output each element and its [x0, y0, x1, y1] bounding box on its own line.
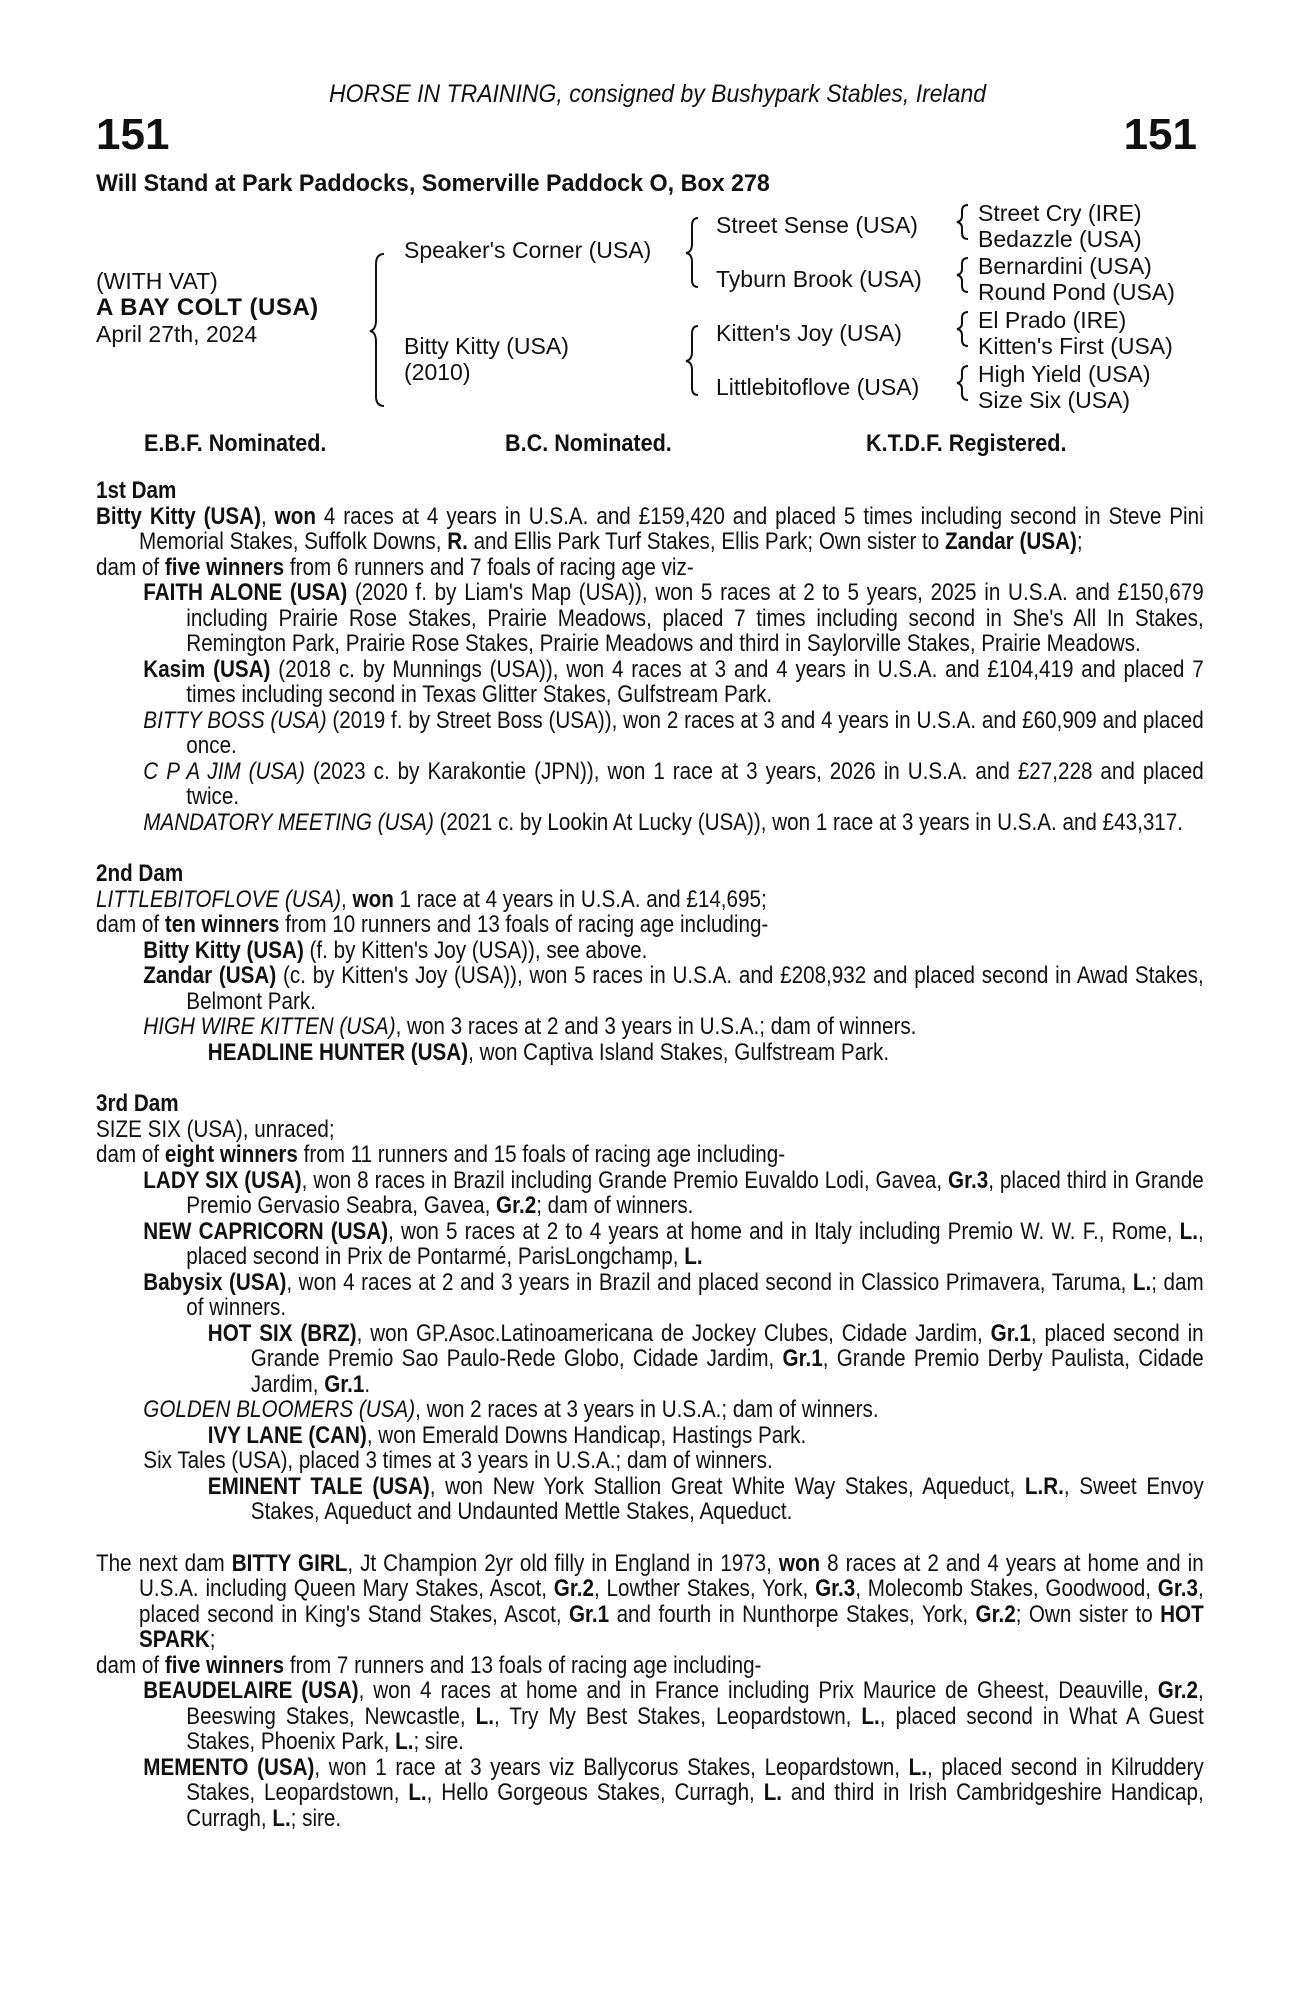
- brace-tyburn-brook: [957, 258, 968, 292]
- entry-text: , won 1 race at 3 years viz Ballycorus Stakes, Leopardstown,: [314, 1753, 909, 1781]
- gen4-3: Bernardini (USA): [978, 253, 1152, 279]
- entry-text: and fourth in Nunthorpe Stakes, York,: [609, 1600, 976, 1628]
- next-dam-entry: [96, 1551, 1204, 1653]
- first-dam-entry: [96, 759, 1204, 810]
- sire: Speaker's Corner (USA): [404, 237, 652, 263]
- sire-dam: Tyburn Brook (USA): [716, 266, 922, 292]
- first-dam-heading: 1st Dam: [96, 477, 177, 504]
- next-dam-entry: [96, 1755, 1204, 1832]
- horse-name-emphasis: Gr.1: [782, 1345, 823, 1372]
- entry-text: ; dam of winners.: [186, 1268, 1204, 1321]
- horse-name-emphasis: five winners: [164, 1651, 285, 1679]
- foaling-date: April 27th, 2024: [96, 321, 258, 347]
- second-dam-entry: [96, 938, 1204, 964]
- entry-text: , won GP.Asoc.Latinoamericana de Jockey Clubes, Cidade Jardim,: [356, 1319, 991, 1347]
- horse-name-emphasis: Gr.2: [1157, 1677, 1198, 1704]
- sire-sire: Street Sense (USA): [716, 212, 918, 238]
- next-dam-section: [96, 1551, 1204, 1832]
- horse-name: A BAY COLT (USA): [96, 294, 319, 321]
- consignor-line: HORSE IN TRAINING, consigned by Bushypark Stables, Ireland: [328, 80, 987, 108]
- entry-text: ;: [1076, 528, 1083, 555]
- entry-text: ;: [209, 1626, 216, 1653]
- entry-text: and third in Irish Cambridgeshire Handicap, Curragh,: [186, 1779, 1204, 1832]
- horse-name-emphasis: five winners: [164, 553, 285, 581]
- entry-text: , won 5 races at 2 to 4 years at home and in Italy including Premio W. W. F., Rome,: [388, 1217, 1180, 1245]
- horse-name-emphasis: EMINENT TALE (USA): [207, 1472, 430, 1500]
- horse-name-emphasis: Zandar (USA): [143, 962, 277, 989]
- horse-name-emphasis: Gr.3: [948, 1166, 989, 1194]
- entry-text: , Jt Champion 2yr old filly in England in 1973,: [347, 1549, 779, 1577]
- third-dam-entry: [96, 1321, 1204, 1398]
- third-dam-section: [96, 1117, 1204, 1525]
- entry-text: , Molecomb Stakes, Goodwood,: [855, 1575, 1158, 1602]
- entry-text: , placed second in King's Stand Stakes, Ascot,: [139, 1575, 1204, 1628]
- dam-dam: Littlebitoflove (USA): [716, 374, 920, 400]
- horse-name-emphasis: Gr.2: [975, 1600, 1016, 1628]
- entry-text: from 7 runners and 13 foals of racing age including-: [284, 1651, 762, 1679]
- entry-text: , won 8 races in Brazil including Grande Premio Euvaldo Lodi, Gavea,: [301, 1166, 949, 1194]
- entry-text: ; sire.: [413, 1728, 464, 1755]
- brace-dam: [686, 326, 698, 395]
- horse-name-emphasis: L.: [1132, 1268, 1152, 1296]
- entry-text: and Ellis Park Turf Stakes, Ellis Park; Own sister to: [467, 528, 946, 555]
- stand-location: Will Stand at Park Paddocks, Somerville Paddock O, Box 278: [96, 170, 770, 197]
- horse-name-emphasis: L.: [408, 1779, 427, 1806]
- entry-text: (2019 f. by Street Boss (USA)), won 2 races at 3 and 4 years in U.S.A. and £60,909 and placed once.: [186, 706, 1204, 759]
- entry-text: ; Own sister to: [1015, 1600, 1161, 1628]
- horse-name-emphasis: HOT SIX (BRZ): [207, 1319, 357, 1347]
- first-dam-entry: [96, 580, 1204, 657]
- catalogue-body: [96, 478, 1204, 1831]
- horse-name-emphasis: MEMENTO (USA): [143, 1753, 315, 1781]
- horse-name-emphasis: Gr.1: [324, 1370, 365, 1398]
- horse-name-emphasis: Bitty Kitty (USA): [96, 502, 261, 530]
- entry-text: dam of: [96, 911, 165, 938]
- horse-name-emphasis: won: [778, 1549, 821, 1577]
- third-dam-entry: [96, 1474, 1204, 1525]
- second-dam-heading: 2nd Dam: [96, 860, 184, 887]
- entry-text: , Lowther Stakes, York,: [593, 1575, 816, 1602]
- horse-name-emphasis: Bitty Kitty (USA): [143, 936, 304, 964]
- third-dam-entry: [96, 1397, 1204, 1423]
- entry-text: , placed second in What A Guest Stakes, Phoenix Park,: [186, 1702, 1204, 1755]
- entry-text: dam of: [96, 553, 165, 581]
- third-dam-heading: 3rd Dam: [96, 1090, 179, 1117]
- horse-name-emphasis: BITTY BOSS (USA): [143, 706, 327, 734]
- horse-name-emphasis: FAITH ALONE (USA): [143, 579, 348, 606]
- entry-text: from 11 runners and 15 foals of racing age including-: [297, 1141, 786, 1168]
- entry-text: , won 4 races at home and in France including Prix Maurice de Gheest, Deauville,: [358, 1677, 1158, 1704]
- entry-text: , won 2 races at 3 years in U.S.A.; dam of winners.: [415, 1396, 879, 1423]
- first-dam-entry: [96, 555, 1204, 581]
- first-dam-entry: [96, 657, 1204, 708]
- entry-text: , won 3 races at 2 and 3 years in U.S.A.; dam of winners.: [395, 1013, 917, 1040]
- entry-text: , won 4 races at 2 and 3 years in Brazil and placed second in Classico Primavera, Taruma,: [286, 1268, 1133, 1296]
- third-dam-entry: [96, 1270, 1204, 1321]
- gen4-2: Bedazzle (USA): [978, 226, 1142, 252]
- first-dam-section: [96, 504, 1204, 836]
- brace-sire: [686, 218, 698, 287]
- brace-littlebitoflove: [957, 366, 968, 400]
- horse-name-emphasis: L.: [763, 1779, 783, 1806]
- horse-name-emphasis: L.: [908, 1753, 927, 1781]
- horse-name-emphasis: L.: [684, 1243, 703, 1270]
- entry-text: dam of: [96, 1651, 165, 1679]
- first-dam-entry: [96, 504, 1204, 555]
- second-dam-entry: [96, 1014, 1204, 1040]
- horse-name-emphasis: R.: [447, 528, 468, 555]
- entry-text: 8 races at 2 and 4 years at home and in U.S.A. including Queen Mary Stakes, Ascot,: [139, 1549, 1204, 1602]
- horse-name-emphasis: Gr.3: [815, 1575, 856, 1602]
- horse-name-emphasis: won: [352, 885, 394, 913]
- entry-text: 4 races at 4 years in U.S.A. and £159,420 and placed 5 times including second in Steve Pini Memorial Stakes, Suffolk Downs,: [139, 502, 1204, 555]
- first-dam-entry: [96, 810, 1204, 836]
- entry-text: , Sweet Envoy Stakes, Aqueduct and Undaunted Mettle Stakes, Aqueduct.: [250, 1472, 1204, 1525]
- horse-name-emphasis: L.: [395, 1728, 414, 1755]
- horse-name-emphasis: HOT SPARK: [139, 1600, 1204, 1653]
- next-dam-entry: [96, 1653, 1204, 1679]
- lot-number-right: 151: [1123, 110, 1197, 159]
- horse-name-emphasis: Gr.2: [553, 1575, 594, 1602]
- first-dam-entry: [96, 708, 1204, 759]
- entry-text: , Beeswing Stakes, Newcastle,: [186, 1677, 1204, 1730]
- horse-name-emphasis: L.R.: [1024, 1472, 1064, 1500]
- horse-name-emphasis: BEAUDELAIRE (USA): [143, 1677, 359, 1704]
- entry-text: 1 race at 4 years in U.S.A. and £14,695;: [393, 885, 767, 913]
- horse-name-emphasis: MANDATORY MEETING (USA): [143, 808, 434, 836]
- horse-name-emphasis: NEW CAPRICORN (USA): [143, 1217, 389, 1245]
- third-dam-entry: [96, 1219, 1204, 1270]
- brace-kittens-joy: [957, 312, 968, 346]
- horse-name-emphasis: Zandar (USA): [945, 528, 1077, 555]
- horse-name-emphasis: ten winners: [164, 911, 280, 938]
- entry-text: dam of: [96, 1141, 165, 1168]
- second-dam-section: [96, 887, 1204, 1066]
- entry-text: , placed second in Prix de Pontarmé, ParisLongchamp,: [186, 1217, 1204, 1270]
- horse-name-emphasis: Gr.2: [496, 1192, 537, 1219]
- dam-sire: Kitten's Joy (USA): [716, 320, 902, 346]
- horse-name-emphasis: LITTLEBITOFLOVE (USA): [96, 885, 342, 913]
- entry-text: The next dam: [96, 1549, 232, 1577]
- entry-text: (f. by Kitten's Joy (USA)), see above.: [303, 936, 648, 964]
- gen4-1: Street Cry (IRE): [978, 200, 1142, 226]
- brace-outer: [370, 254, 384, 406]
- entry-text: (c. by Kitten's Joy (USA)), won 5 races in U.S.A. and £208,932 and placed second in Awad Stakes, Belmont Park.: [186, 962, 1204, 1015]
- gen4-6: Kitten's First (USA): [978, 333, 1173, 359]
- entry-text: (2023 c. by Karakontie (JPN)), won 1 race at 3 years, 2026 in U.S.A. and £27,228 and placed twice.: [186, 757, 1204, 810]
- entry-text: , won Emerald Downs Handicap, Hastings Park.: [366, 1421, 807, 1449]
- horse-name-emphasis: won: [274, 502, 316, 530]
- entry-text: (2020 f. by Liam's Map (USA)), won 5 races at 2 to 5 years, 2025 in U.S.A. and £150,679 including Prairie Rose Stakes, Prairie Meadows, placed 7 times including second in She's All In Stakes, Remington Park, Prairie Rose Stakes, Prairie Meadows and third in Saylorville Stakes, Prairie Meadows.: [186, 579, 1204, 657]
- vat-note: (WITH VAT): [96, 268, 218, 294]
- gen4-8: Size Six (USA): [978, 387, 1131, 413]
- gen4-7: High Yield (USA): [978, 361, 1151, 387]
- dam: Bitty Kitty (USA): [404, 333, 569, 359]
- nomination-ktdf: K.T.D.F. Registered.: [866, 430, 1067, 457]
- third-dam-entry: [96, 1423, 1204, 1449]
- horse-name-emphasis: L.: [1179, 1217, 1198, 1245]
- third-dam-entry: [96, 1142, 1204, 1168]
- horse-name-emphasis: Gr.1: [568, 1600, 610, 1628]
- entry-text: Six Tales (USA), placed 3 times at 3 years in U.S.A.; dam of winners.: [143, 1447, 773, 1474]
- nomination-bc: B.C. Nominated.: [505, 430, 672, 457]
- second-dam-entry: [96, 912, 1204, 938]
- entry-text: SIZE SIX (USA), unraced;: [96, 1115, 335, 1143]
- entry-text: , placed second in Kilruddery Stakes, Leopardstown,: [186, 1753, 1204, 1806]
- horse-name-emphasis: C P A JIM (USA): [143, 757, 305, 785]
- gen4-4: Round Pond (USA): [978, 279, 1175, 305]
- dam-year: (2010): [404, 359, 471, 385]
- entry-text: ,: [260, 502, 275, 530]
- horse-name-emphasis: IVY LANE (CAN): [207, 1421, 367, 1449]
- horse-name-emphasis: L.: [272, 1804, 291, 1832]
- next-dam-entry: [96, 1678, 1204, 1755]
- horse-name-emphasis: Gr.1: [990, 1319, 1031, 1347]
- third-dam-entry: [96, 1117, 1204, 1143]
- second-dam-entry: [96, 963, 1204, 1014]
- second-dam-entry: [96, 1040, 1204, 1066]
- horse-name-emphasis: L.: [475, 1702, 494, 1730]
- horse-name-emphasis: L.: [861, 1702, 880, 1730]
- horse-name-emphasis: Gr.3: [1157, 1575, 1198, 1602]
- entry-text: (2018 c. by Munnings (USA)), won 4 races at 3 and 4 years in U.S.A. and £104,419 and placed 7 times including second in Texas Glitter Stakes, Gulfstream Park.: [186, 655, 1204, 708]
- horse-name-emphasis: GOLDEN BLOOMERS (USA): [143, 1396, 416, 1423]
- horse-name-emphasis: HIGH WIRE KITTEN (USA): [143, 1013, 396, 1040]
- entry-text: .: [364, 1370, 371, 1398]
- entry-text: (2021 c. by Lookin At Lucky (USA)), won 1 race at 3 years in U.S.A. and £43,317.: [433, 808, 1183, 836]
- entry-text: ,: [341, 885, 353, 913]
- third-dam-entry: [96, 1448, 1204, 1474]
- brace-street-sense: [957, 205, 968, 239]
- horse-name-emphasis: Babysix (USA): [143, 1268, 287, 1296]
- entry-text: , won New York Stallion Great White Way Stakes, Aqueduct,: [429, 1472, 1025, 1500]
- horse-name-emphasis: LADY SIX (USA): [143, 1166, 302, 1194]
- horse-name-emphasis: BITTY GIRL: [231, 1549, 348, 1577]
- nomination-ebf: E.B.F. Nominated.: [144, 430, 327, 457]
- entry-text: ; dam of winners.: [536, 1192, 694, 1219]
- entry-text: from 6 runners and 7 foals of racing age viz-: [284, 553, 694, 581]
- entry-text: , won Captiva Island Stakes, Gulfstream Park.: [468, 1038, 890, 1066]
- horse-name-emphasis: HEADLINE HUNTER (USA): [207, 1038, 469, 1066]
- entry-text: ; sire.: [290, 1804, 342, 1832]
- entry-text: from 10 runners and 13 foals of racing age including-: [279, 911, 769, 938]
- second-dam-entry: [96, 887, 1204, 913]
- horse-name-emphasis: eight winners: [164, 1141, 298, 1168]
- entry-text: , Hello Gorgeous Stakes, Curragh,: [426, 1779, 764, 1806]
- horse-name-emphasis: Kasim (USA): [143, 655, 271, 683]
- entry-text: , placed second in Grande Premio Sao Paulo-Rede Globo, Cidade Jardim,: [250, 1319, 1204, 1372]
- entry-text: , Try My Best Stakes, Leopardstown,: [493, 1702, 862, 1730]
- entry-text: , placed third in Grande Premio Gervasio Seabra, Gavea,: [186, 1166, 1204, 1219]
- third-dam-entry: [96, 1168, 1204, 1219]
- lot-number-left: 151: [96, 110, 170, 159]
- gen4-5: El Prado (IRE): [978, 307, 1127, 333]
- entry-text: , Grande Premio Derby Paulista, Cidade Jardim,: [250, 1345, 1204, 1398]
